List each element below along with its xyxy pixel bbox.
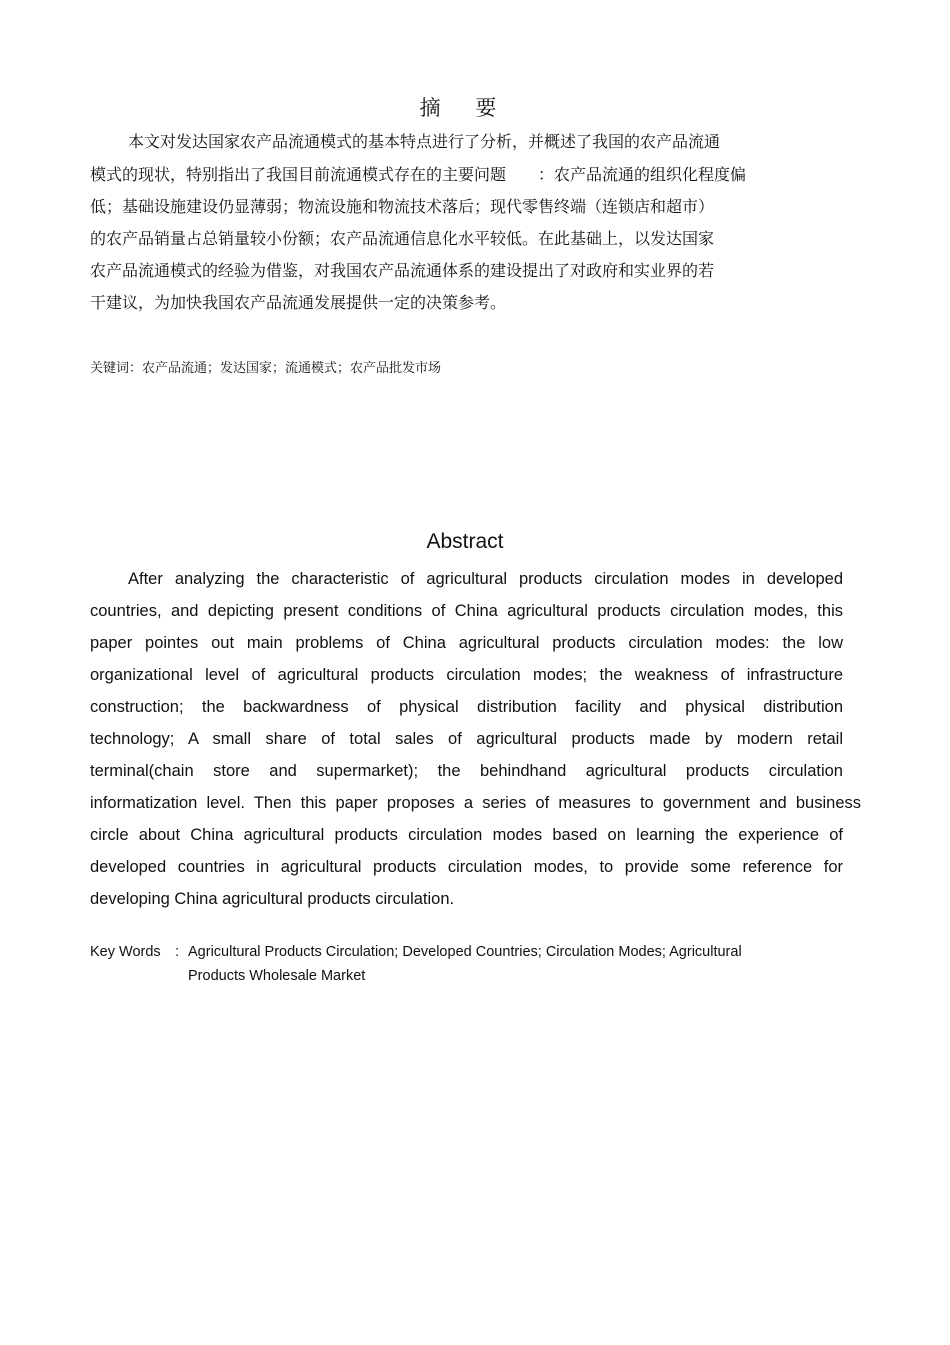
- chinese-abstract-title: 摘 要: [419, 96, 511, 120]
- english-abstract-line: paper pointes out main problems of China agricultural products circulation modes: the low: [90, 634, 843, 652]
- english-keywords-list: Agricultural Products Circulation; Developed Countries; Circulation Modes; Agricultural Products Wholesale Market: [188, 944, 742, 984]
- chinese-abstract-line: 干建议，为加快我国农产品流通发展提供一定的决策参考。: [90, 293, 507, 312]
- english-abstract-line: construction; the backwardness of physical distribution facility and physical distribution: [90, 698, 843, 716]
- english-abstract-line: technology; A small share of total sales of agricultural products made by modern retail: [90, 730, 843, 748]
- english-abstract-line: organizational level of agricultural products circulation modes; the weakness of infrastructure: [90, 666, 843, 684]
- english-abstract-line: circle about China agricultural products circulation modes based on learning the experience of: [90, 826, 843, 844]
- english-keywords-label: Key Words :: [90, 944, 180, 960]
- english-keywords: [90, 940, 778, 988]
- chinese-keywords: 关键词：农产品流通；发达国家；流通模式；农产品批发市场: [90, 361, 442, 376]
- english-abstract-title: Abstract: [426, 530, 504, 553]
- english-abstract-line: After analyzing the characteristic of agricultural products circulation modes in developed: [128, 570, 843, 588]
- chinese-abstract-line: 的农产品销量占总销量较小份额；农产品流通信息化水平较低。在此基础上，以发达国家: [90, 229, 715, 248]
- english-abstract-line: developed countries in agricultural products circulation modes, to provide some reference for: [90, 858, 843, 876]
- chinese-abstract-line: 模式的现状，特别指出了我国目前流通模式存在的主要问题 ：农产品流通的组织化程度偏: [90, 165, 747, 184]
- english-abstract-line: countries, and depicting present conditions of China agricultural products circulation modes, this: [90, 602, 843, 620]
- english-abstract-line: developing China agricultural products circulation.: [90, 890, 455, 908]
- english-abstract-line: informatization level. Then this paper proposes a series of measures to government and business: [90, 794, 861, 812]
- english-abstract-line: terminal(chain store and supermarket); the behindhand agricultural products circulation: [90, 762, 843, 780]
- chinese-abstract-line: 低；基础设施建设仍显薄弱；物流设施和物流技术落后；现代零售终端（连锁店和超市）: [90, 197, 715, 216]
- chinese-abstract-line: 本文对发达国家农产品流通模式的基本特点进行了分析，并概述了我国的农产品流通: [128, 132, 721, 151]
- chinese-abstract-line: 农产品流通模式的经验为借鉴，对我国农产品流通体系的建设提出了对政府和实业界的若: [90, 261, 715, 280]
